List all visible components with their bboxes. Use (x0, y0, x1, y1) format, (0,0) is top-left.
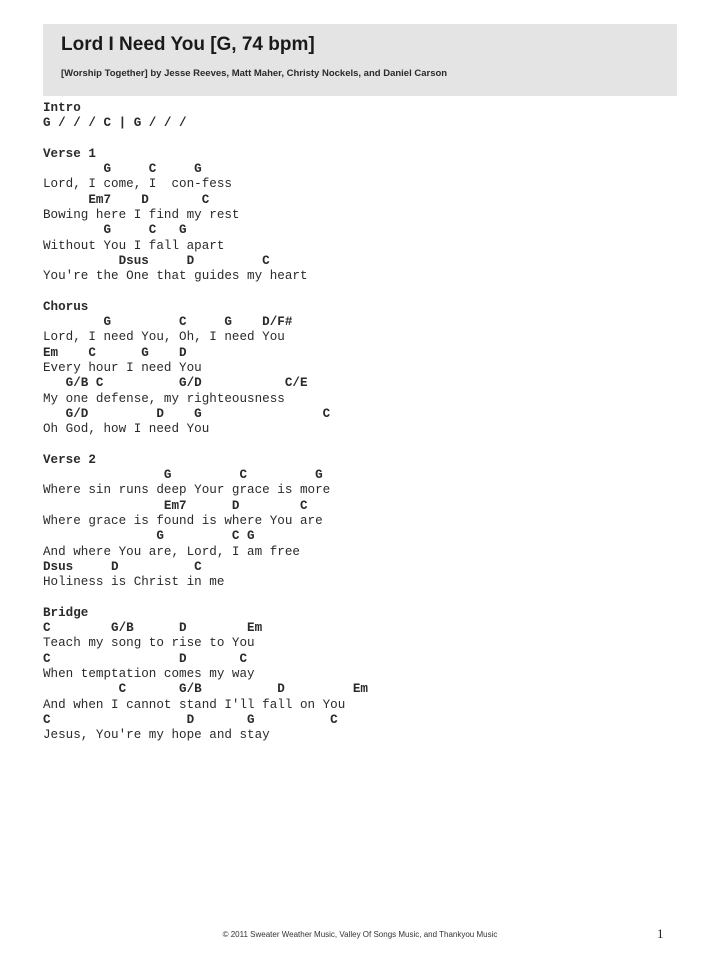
lyric-line: Jesus, You're my hope and stay (43, 728, 270, 743)
section-label: Verse 2 (43, 452, 96, 467)
page-number: 1 (657, 926, 664, 941)
lyric-line: Where sin runs deep Your grace is more (43, 483, 331, 498)
chord-line: C G/B D Em (43, 682, 368, 697)
chord-line: C D C (43, 651, 248, 666)
chord-line: C G/B D Em (43, 621, 263, 636)
chord-line: G / / / C | G / / / (43, 116, 187, 131)
lyric-line: My one defense, my righteousness (43, 391, 285, 406)
song-section (43, 101, 683, 132)
chord-line: Em C G D (43, 345, 187, 360)
chord-line: Em7 D C (43, 192, 210, 207)
chord-line: Dsus D C (43, 559, 202, 574)
chord-line: Em7 D C (43, 498, 308, 513)
lyric-line: Bowing here I find my rest (43, 208, 240, 223)
song-credits: [Worship Together] by Jesse Reeves, Matt Maher, Christy Nockels, and Daniel Carson (61, 68, 448, 79)
chord-sheet (43, 101, 683, 759)
chord-line: G C G (43, 162, 202, 177)
song-header (43, 24, 677, 96)
lyric-line: Oh God, how I need You (43, 422, 210, 437)
lyric-line: Where grace is found is where You are (43, 514, 323, 529)
lyric-line: Every hour I need You (43, 361, 202, 376)
chord-line: G/B C G/D C/E (43, 376, 308, 391)
lyric-line: And when I cannot stand I'll fall on You (43, 697, 346, 712)
lyric-line: Without You I fall apart (43, 238, 225, 253)
song-section (43, 606, 683, 744)
section-label: Bridge (43, 605, 89, 620)
section-label: Intro (43, 101, 81, 115)
song-section (43, 453, 683, 591)
lyric-line: When temptation comes my way (43, 666, 255, 681)
lyric-line: You're the One that guides my heart (43, 269, 308, 284)
song-section (43, 300, 683, 438)
chord-line: G C G (43, 468, 323, 483)
section-label: Chorus (43, 299, 89, 314)
song-section (43, 147, 683, 285)
lyric-line: Holiness is Christ in me (43, 575, 225, 590)
song-title: Lord I Need You [G, 74 bpm] (61, 34, 315, 55)
lyric-line: Lord, I need You, Oh, I need You (43, 330, 285, 345)
copyright-notice: © 2011 Sweater Weather Music, Valley Of Songs Music, and Thankyou Music (222, 930, 498, 939)
chord-line: G/D D G C (43, 406, 331, 421)
lyric-line: And where You are, Lord, I am free (43, 544, 300, 559)
lyric-line: Lord, I come, I con-fess (43, 177, 232, 192)
chord-line: C D G C (43, 712, 338, 727)
chord-line: Dsus D C (43, 253, 270, 268)
lyric-line: Teach my song to rise to You (43, 636, 255, 651)
chord-line: G C G (43, 223, 187, 238)
chord-line: G C G (43, 529, 255, 544)
chord-line: G C G D/F# (43, 315, 293, 330)
section-label: Verse 1 (43, 146, 96, 161)
